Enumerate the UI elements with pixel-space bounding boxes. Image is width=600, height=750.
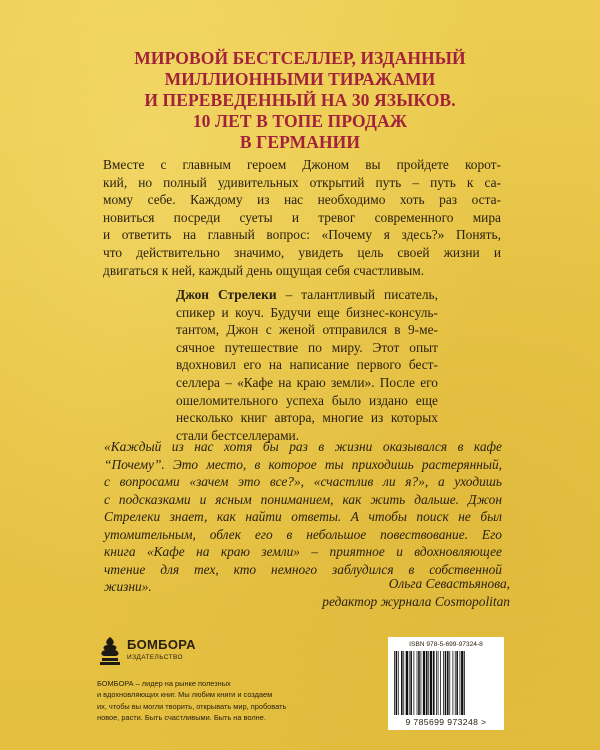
- headline-line: И ПЕРЕВЕДЕННЫЙ НА 30 ЯЗЫКОВ.: [144, 90, 456, 110]
- barcode-bar: [418, 651, 420, 715]
- barcode-bar: [455, 651, 456, 715]
- quote-line: Стрелеки знает, как найти ответы. А чтобы поиск не был: [104, 509, 502, 524]
- tagline-line: их, чтобы вы могли творить, открывать мир, пробовать: [97, 701, 287, 711]
- bio-line: тантом, Джон с женой отправился в 9-ме-: [176, 322, 438, 338]
- publisher-sub: ИЗДАТЕЛЬСТВО: [127, 654, 183, 661]
- barcode-bar: [456, 651, 458, 715]
- intro-line: новиться посреди суеты и тревог современного мира: [103, 209, 501, 225]
- intro-paragraph: [103, 156, 501, 279]
- barcode-bar: [445, 651, 447, 715]
- publisher-tagline: [97, 678, 357, 724]
- barcode-bar: [423, 651, 425, 715]
- intro-line: и ответить на главный вопрос: «Почему я здесь?» Понять,: [103, 227, 501, 243]
- barcode-bar: [398, 651, 399, 715]
- intro-line: Вместе с главным героем Джоном вы пройдете корот-: [103, 157, 501, 172]
- barcode-bar: [394, 651, 395, 715]
- quote-line: жизни».: [104, 579, 152, 594]
- quote-signature: [180, 575, 510, 611]
- quote-author: Ольга Севастьянова,: [388, 576, 510, 591]
- barcode-bar: [464, 651, 465, 715]
- intro-line: что действительно значимо, увидеть цель своей жизни и: [103, 244, 501, 260]
- quote-line: книга «Кафе на краю земли» – приятное и вдохновляющее: [104, 544, 502, 559]
- headline-line: МИЛЛИОННЫМИ ТИРАЖАМИ: [164, 69, 436, 89]
- publisher-logo: [97, 634, 237, 668]
- intro-line: двигаться к ней, каждый день ощущая себя счастливым.: [103, 262, 425, 278]
- quote-line: с вопросами «зачем это все?», «счастлив ли я?», а уходишь: [104, 474, 502, 489]
- tagline-line: БОМБОРА – лидер на рынке полезных: [97, 679, 231, 688]
- barcode-bar: [443, 651, 444, 715]
- headline-line: МИРОВОЙ БЕСТСЕЛЛЕР, ИЗДАННЫЙ: [134, 48, 466, 68]
- publisher-mark-icon: [97, 636, 123, 666]
- barcode-bar: [461, 651, 463, 715]
- barcode-bar: [426, 651, 428, 715]
- review-quote: [104, 438, 502, 596]
- barcode: [392, 651, 500, 717]
- author-name: Джон Стрелеки: [176, 287, 277, 302]
- barcode-bar: [417, 651, 418, 715]
- bio-line: стали бестселлерами.: [176, 427, 300, 443]
- bio-first-line: [176, 286, 438, 304]
- bio-line: вдохновил его на написание первого бест-: [176, 357, 438, 373]
- barcode-bar: [430, 651, 432, 715]
- tagline-line: новое, расти. Быть счастливыми. Быть на волне.: [97, 713, 266, 723]
- author-bio: [176, 286, 438, 444]
- barcode-bar: [403, 651, 404, 715]
- quote-line: чтение для тех, кто немного заблудился в собственной: [104, 561, 502, 577]
- barcode-bar: [438, 651, 439, 715]
- barcode-bar: [460, 651, 461, 715]
- bio-line: селлера – «Кафе на краю земли». После его: [176, 374, 438, 390]
- barcode-bar: [449, 651, 450, 715]
- barcode-bar: [414, 651, 415, 715]
- quote-line: «Каждый из нас хотя бы раз в жизни оказывался в кафе: [104, 439, 502, 454]
- barcode-bar: [406, 651, 408, 715]
- barcode-bar: [447, 651, 449, 715]
- bio-first-line-rest: – талантливый писатель,: [276, 287, 439, 302]
- bio-line: ошеломительного успеха было издано еще: [176, 392, 438, 408]
- barcode-bar: [453, 651, 454, 715]
- quote-line: утомительным, облек его в небольшое повествование. Его: [104, 526, 502, 542]
- barcode-number: 9 785699 973248 >: [405, 717, 487, 727]
- headline: [70, 48, 530, 153]
- isbn-barcode-box: [388, 637, 504, 730]
- intro-line: мому себе. Каждому из нас необходимо хоть раз оста-: [103, 192, 501, 208]
- barcode-bar: [401, 651, 403, 715]
- quote-author-role: редактор журнала Cosmopolitan: [322, 594, 510, 609]
- quote-line: “Почему”. Это место, в которое ты приходишь растерянный,: [104, 456, 502, 472]
- headline-line: 10 ЛЕТ В ТОПЕ ПРОДАЖ: [192, 111, 408, 131]
- barcode-bar: [433, 651, 435, 715]
- barcode-bar: [440, 651, 441, 715]
- quote-line: с подсказками и ясным пониманием, как жить дальше. Джон: [104, 491, 502, 507]
- barcode-bar: [421, 651, 422, 715]
- intro-line: кий, но полный удивительных открытий путь – путь к са-: [103, 174, 501, 190]
- barcode-bar: [428, 651, 429, 715]
- bio-line: несколько книг автора, многие из которых: [176, 410, 438, 426]
- headline-line: В ГЕРМАНИИ: [239, 132, 361, 152]
- bio-line: спикер и коуч. Будучи еще бизнес-консуль-: [176, 304, 438, 320]
- publisher-name: БОМБОРА: [127, 637, 196, 652]
- barcode-bar: [436, 651, 437, 715]
- barcode-bar: [396, 651, 398, 715]
- barcode-bar: [410, 651, 412, 715]
- bio-line: сячное путешествие по миру. Этот опыт: [176, 339, 438, 355]
- isbn-label: ISBN 978-5-699-97324-8: [409, 641, 483, 648]
- tagline-line: и вдохновляющих книг. Мы любим книги и создаем: [97, 690, 273, 700]
- barcode-bar: [409, 651, 410, 715]
